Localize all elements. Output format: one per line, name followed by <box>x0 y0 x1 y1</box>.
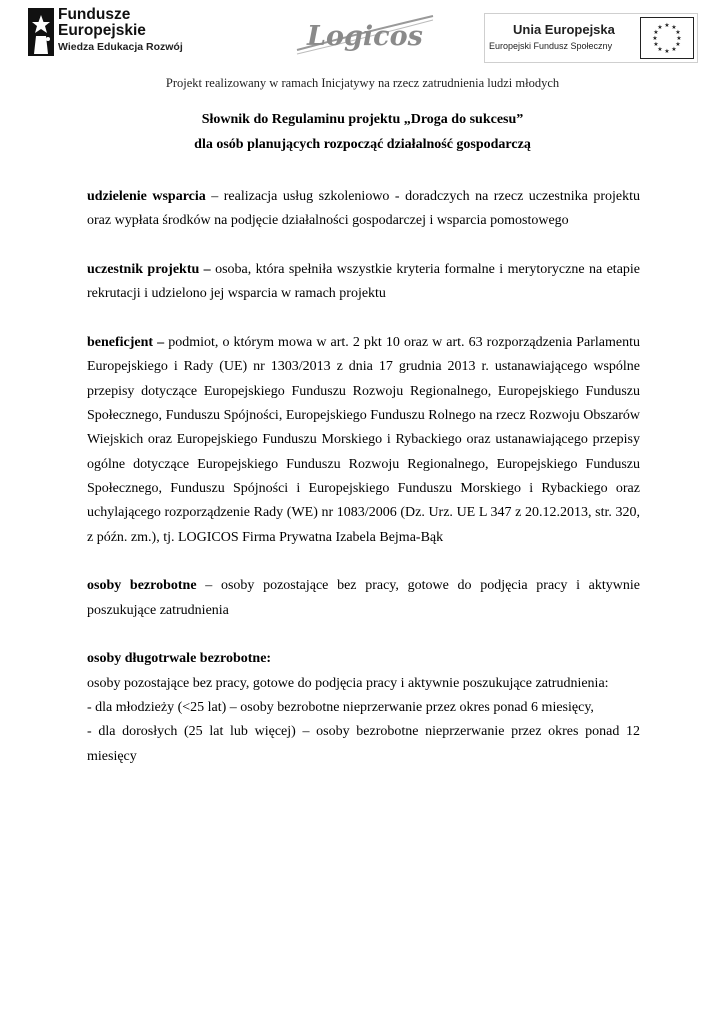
unia-europejska-logo <box>484 13 698 63</box>
svg-text:★: ★ <box>671 24 677 31</box>
document-subtitle: dla osób planujących rozpocząć działalność gospodarczą <box>194 137 531 152</box>
definition-text: – osoby pozostające bez pracy, gotowe do podjęcia pracy i aktywnie poszukujące zatrudnienia <box>87 578 640 618</box>
svg-text:★: ★ <box>653 41 659 48</box>
fundusze-star-icon <box>28 6 54 58</box>
definitions-body <box>87 185 640 769</box>
definition-osoby-bezrobotne <box>87 574 640 623</box>
svg-text:★: ★ <box>664 22 670 29</box>
definition-text: osoba, która spełniła wszystkie kryteria formalne i merytoryczne na etapie rekrutacji i udzielono jej wsparcia w ramach projektu <box>87 262 641 302</box>
fe-line-2: Europejskie <box>58 22 146 39</box>
svg-text:★: ★ <box>652 35 658 42</box>
svg-text:★: ★ <box>675 29 681 36</box>
term: udzielenie wsparcia <box>87 189 206 204</box>
definition-line: - dla młodzieży (<25 lat) – osoby bezrobotne nieprzerwanie przez okres ponad 6 miesięcy, <box>87 700 594 716</box>
fundusze-europejskie-logo <box>28 6 188 58</box>
term: beneficjent – <box>87 335 165 351</box>
definition-osoby-dlugotrwale-bezrobotne-term: osoby długotrwale bezrobotne: <box>87 651 272 667</box>
fe-line-1: Fundusze <box>58 6 131 23</box>
definition-beneficjent <box>87 331 640 550</box>
svg-text:★: ★ <box>671 46 677 53</box>
definition-uczestnik-projektu <box>87 258 640 307</box>
svg-text:★: ★ <box>653 29 659 36</box>
definition-line: - dla dorosłych (25 lat lub więcej) – osoby bezrobotne nieprzerwanie przez okres ponad 12 miesięcy <box>87 724 640 764</box>
svg-text:★: ★ <box>676 35 682 42</box>
svg-text:★: ★ <box>675 41 681 48</box>
logo-bar <box>0 0 725 72</box>
logicos-wordmark: Logicos <box>307 21 423 52</box>
svg-text:★: ★ <box>664 48 670 55</box>
ue-title: Unia Europejska <box>513 22 615 37</box>
svg-text:★: ★ <box>657 24 663 31</box>
fe-line-3: Wiedza Edukacja Rozwój <box>58 41 183 53</box>
definition-text: podmiot, o którym mowa w art. 2 pkt 10 oraz w art. 63 rozporządzenia Parlamentu Europejskiego i Rady (UE) nr 1303/2013 z dnia 17 grudnia 2013 r. ustanawiającego wspólne przepisy dotyczące Europejskiego Funduszu Rozwoju Regionalnego, Europejskiego Funduszu Społecznego, Funduszu Spójności, Europejskiego Funduszu Rolnego na rzecz Rozwoju Obszarów Wiejskich oraz Europejskiego Funduszu Morskiego i Rybackiego oraz ustanawiającego przepisy ogólne dotyczące Europejskiego Funduszu Rozwoju Regionalnego, Europejskiego Funduszu Społecznego, Funduszu Spójności i Europejskiego Funduszu Morskiego i Rybackiego oraz uchylającego rozporządzenie Rady (WE) nr 1083/2006 (Dz. Urz. UE L 347 z 20.12.2013, str. 320, z późn. zm.), tj. LOGICOS Firma Prywatna Izabela Bejma-Bąk <box>87 335 641 545</box>
eu-flag-icon <box>640 17 694 59</box>
logicos-logo <box>295 12 435 58</box>
term: osoby bezrobotne <box>87 578 197 594</box>
definition-udzielenie-wsparcia <box>87 185 640 234</box>
term: uczestnik projektu – <box>87 262 211 278</box>
definition-text: – realizacja usług szkoleniowo - doradczych na rzecz uczestnika projektu oraz wypłata środków na podjęcie działalności gospodarczej i wsparcia pomostowego <box>87 189 640 229</box>
project-header: Projekt realizowany w ramach Inicjatywy na rzecz zatrudnienia ludzi młodych <box>165 76 560 90</box>
document-title: Słownik do Regulaminu projektu „Droga do sukcesu” <box>201 112 524 127</box>
ue-subtitle: Europejski Fundusz Społeczny <box>489 41 613 51</box>
svg-text:★: ★ <box>657 46 663 53</box>
definition-line: osoby pozostające bez pracy, gotowe do podjęcia pracy i aktywnie poszukujące zatrudnienia: <box>87 675 609 691</box>
